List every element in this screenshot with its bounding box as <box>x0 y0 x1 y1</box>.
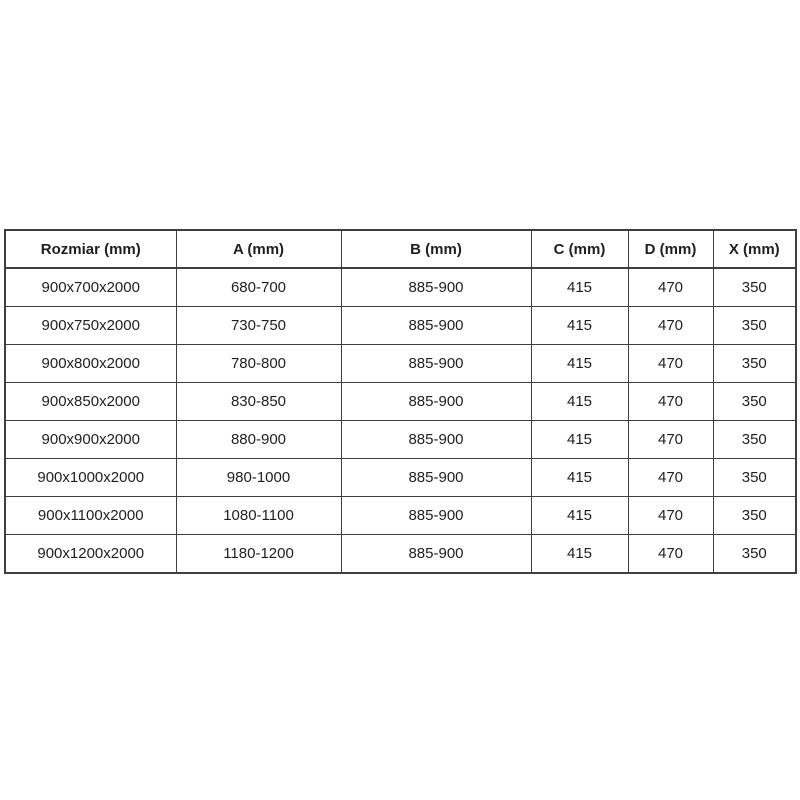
table-cell: 885-900 <box>341 345 531 383</box>
column-header: C (mm) <box>531 230 628 268</box>
table-cell: 885-900 <box>341 497 531 535</box>
table-cell: 470 <box>628 268 713 307</box>
table-cell: 880-900 <box>176 421 341 459</box>
table-header-row <box>5 230 796 268</box>
table-cell: 415 <box>531 497 628 535</box>
table-cell: 470 <box>628 345 713 383</box>
table-cell: 350 <box>713 307 796 345</box>
table-row <box>5 307 796 345</box>
table-row <box>5 421 796 459</box>
table-row <box>5 459 796 497</box>
table-cell: 415 <box>531 459 628 497</box>
table-cell: 900x750x2000 <box>5 307 176 345</box>
table-cell: 1080-1100 <box>176 497 341 535</box>
table-cell: 830-850 <box>176 383 341 421</box>
table-cell: 900x1200x2000 <box>5 535 176 574</box>
size-spec-table <box>4 229 797 574</box>
table-row <box>5 497 796 535</box>
table-cell: 350 <box>713 497 796 535</box>
table-row <box>5 345 796 383</box>
table-cell: 885-900 <box>341 383 531 421</box>
table-cell: 900x850x2000 <box>5 383 176 421</box>
table-cell: 350 <box>713 535 796 574</box>
table-cell: 470 <box>628 421 713 459</box>
column-header: X (mm) <box>713 230 796 268</box>
table-cell: 885-900 <box>341 268 531 307</box>
table-cell: 780-800 <box>176 345 341 383</box>
table-cell: 470 <box>628 383 713 421</box>
table-cell: 980-1000 <box>176 459 341 497</box>
table-cell: 1180-1200 <box>176 535 341 574</box>
column-header: Rozmiar (mm) <box>5 230 176 268</box>
table-cell: 470 <box>628 497 713 535</box>
table-cell: 350 <box>713 383 796 421</box>
table-cell: 470 <box>628 459 713 497</box>
column-header: A (mm) <box>176 230 341 268</box>
table-cell: 885-900 <box>341 307 531 345</box>
table-cell: 350 <box>713 345 796 383</box>
table-cell: 415 <box>531 383 628 421</box>
table-cell: 885-900 <box>341 459 531 497</box>
table-row <box>5 268 796 307</box>
column-header: B (mm) <box>341 230 531 268</box>
table-row <box>5 535 796 574</box>
table-cell: 900x700x2000 <box>5 268 176 307</box>
column-header: D (mm) <box>628 230 713 268</box>
table-cell: 470 <box>628 307 713 345</box>
table-cell: 350 <box>713 421 796 459</box>
table-cell: 470 <box>628 535 713 574</box>
table-cell: 885-900 <box>341 421 531 459</box>
table-cell: 730-750 <box>176 307 341 345</box>
table-cell: 900x1100x2000 <box>5 497 176 535</box>
table-cell: 415 <box>531 268 628 307</box>
table-cell: 900x800x2000 <box>5 345 176 383</box>
table-cell: 680-700 <box>176 268 341 307</box>
table-cell: 415 <box>531 421 628 459</box>
table-cell: 350 <box>713 459 796 497</box>
table-cell: 415 <box>531 345 628 383</box>
table-cell: 885-900 <box>341 535 531 574</box>
table-cell: 900x1000x2000 <box>5 459 176 497</box>
table-cell: 350 <box>713 268 796 307</box>
table-row <box>5 383 796 421</box>
table-cell: 900x900x2000 <box>5 421 176 459</box>
table-cell: 415 <box>531 535 628 574</box>
table-cell: 415 <box>531 307 628 345</box>
